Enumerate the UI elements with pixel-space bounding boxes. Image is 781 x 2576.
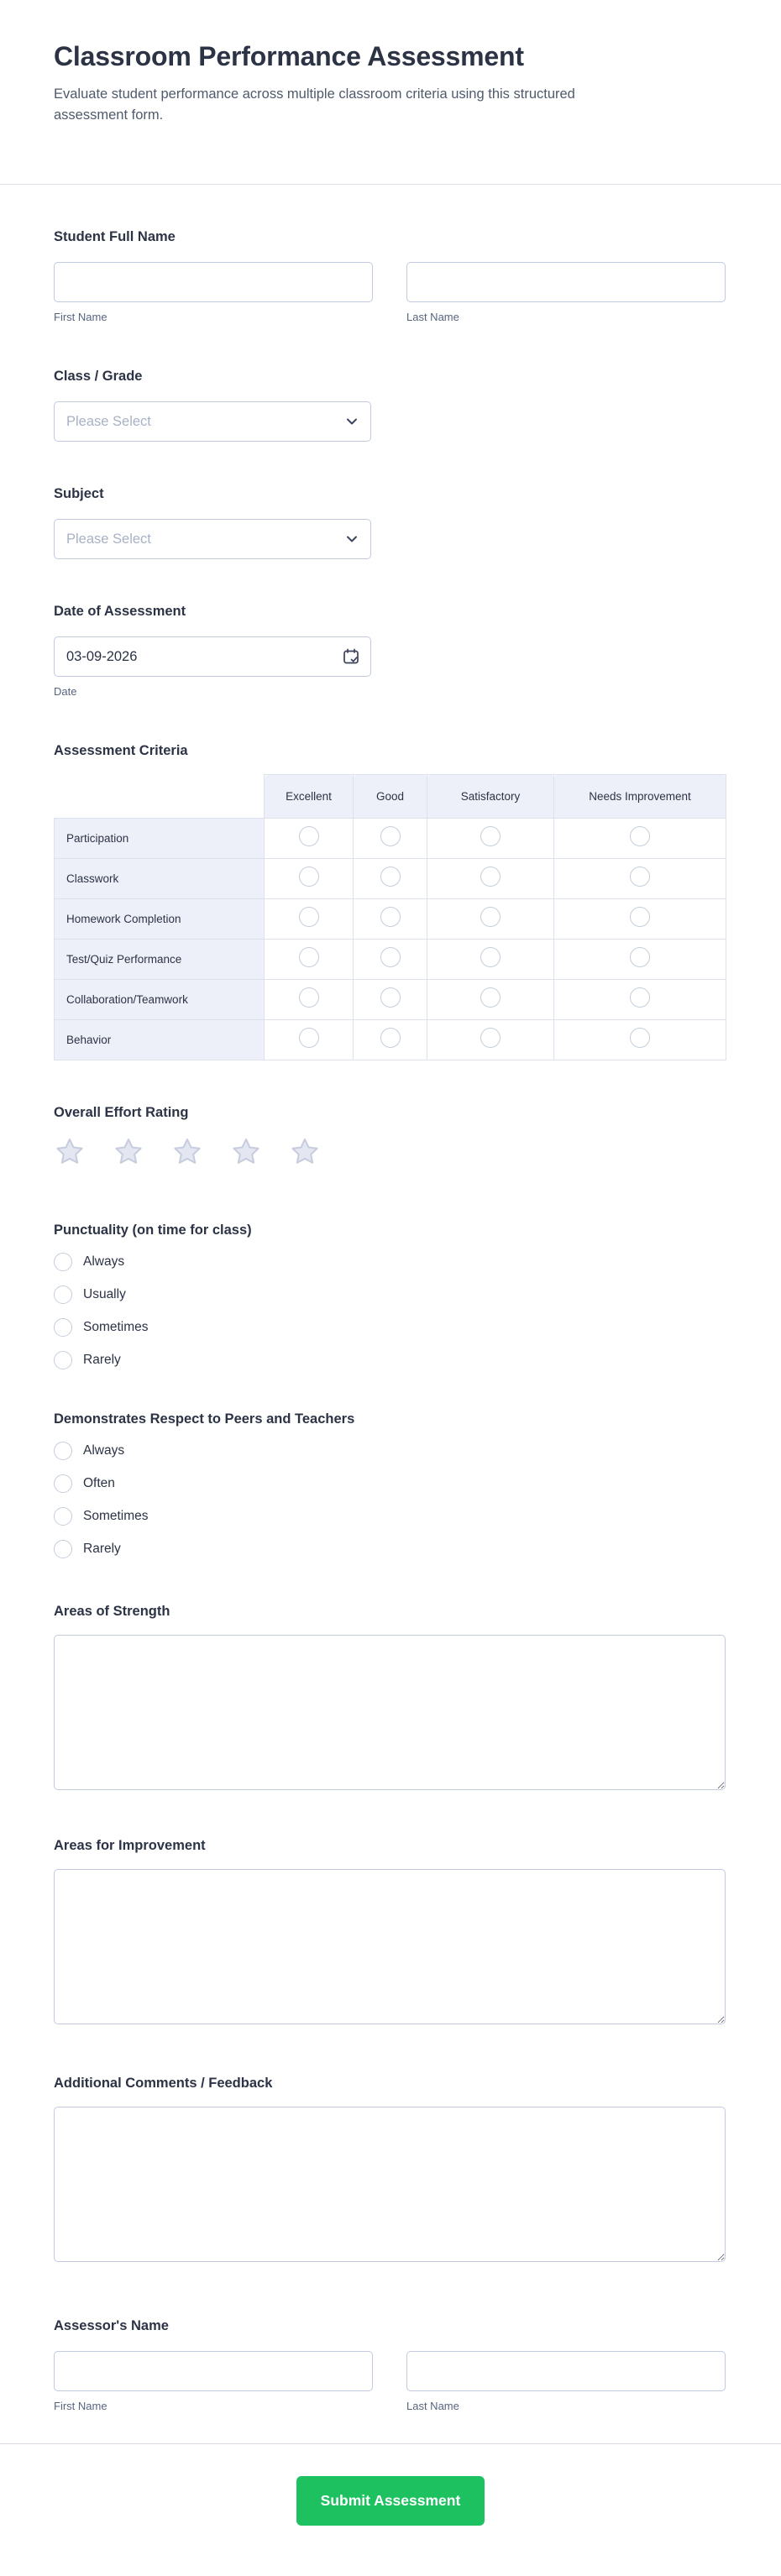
- matrix-row: [55, 1020, 726, 1060]
- star-icon[interactable]: [113, 1136, 144, 1168]
- matrix-column-header: Good: [354, 775, 427, 819]
- submit-button[interactable]: Submit Assessment: [296, 2476, 485, 2526]
- question-assessor-name: [54, 2317, 727, 2413]
- matrix-radio-button[interactable]: [380, 987, 401, 1008]
- matrix-cell: [354, 859, 427, 899]
- effort-rating-label: Overall Effort Rating: [54, 1105, 189, 1120]
- matrix-cell: [265, 980, 354, 1020]
- radio-option-label: Always: [83, 1254, 125, 1269]
- matrix-radio-button[interactable]: [480, 987, 501, 1008]
- chevron-down-icon: [345, 532, 359, 546]
- student-name-fields: [54, 262, 727, 324]
- matrix-row: [55, 980, 726, 1020]
- matrix-radio-button[interactable]: [299, 987, 319, 1008]
- star-icon[interactable]: [171, 1136, 203, 1168]
- matrix-radio-button[interactable]: [299, 1028, 319, 1048]
- student-first-name-input[interactable]: [54, 262, 373, 302]
- radio-button[interactable]: [54, 1540, 72, 1558]
- radio-button[interactable]: [54, 1253, 72, 1271]
- punctuality-label: Punctuality (on time for class): [54, 1223, 252, 1238]
- matrix-radio-button[interactable]: [630, 1028, 650, 1048]
- question-assessment-date: [54, 603, 727, 699]
- matrix-row-label: Participation: [55, 819, 265, 859]
- assessor-first-name-sublabel: First Name: [54, 2400, 107, 2412]
- class-grade-select[interactable]: [54, 401, 371, 442]
- matrix-radio-button[interactable]: [630, 907, 650, 927]
- matrix-column-header: Excellent: [265, 775, 354, 819]
- matrix-cell: [554, 899, 726, 940]
- matrix-cell: [427, 1020, 554, 1060]
- matrix-cell: [427, 940, 554, 980]
- assessor-last-name-sublabel: Last Name: [406, 2400, 459, 2412]
- question-areas-of-strength: [54, 1603, 727, 1790]
- punctuality-options: [54, 1252, 727, 1370]
- radio-option[interactable]: [54, 1539, 727, 1559]
- matrix-radio-button[interactable]: [480, 907, 501, 927]
- assessor-first-name-input[interactable]: [54, 2351, 373, 2391]
- radio-option[interactable]: [54, 1317, 727, 1338]
- radio-button[interactable]: [54, 1442, 72, 1460]
- assessment-date-sublabel: Date: [54, 685, 77, 698]
- radio-option[interactable]: [54, 1474, 727, 1494]
- radio-option[interactable]: [54, 1441, 727, 1461]
- matrix-radio-button[interactable]: [380, 907, 401, 927]
- question-class-grade: [54, 368, 727, 442]
- matrix-header-row: [55, 775, 726, 819]
- calendar-icon[interactable]: [341, 647, 361, 667]
- matrix-radio-button[interactable]: [380, 1028, 401, 1048]
- matrix-cell: [427, 859, 554, 899]
- form-subtitle: Evaluate student performance across multiple classroom criteria using this structured assessment form.: [54, 86, 575, 123]
- matrix-cell: [427, 980, 554, 1020]
- radio-option[interactable]: [54, 1252, 727, 1272]
- matrix-radio-button[interactable]: [380, 867, 401, 887]
- matrix-radio-button[interactable]: [480, 826, 501, 846]
- matrix-cell: [554, 940, 726, 980]
- criteria-matrix-label: Assessment Criteria: [54, 743, 188, 758]
- form-title: Classroom Performance Assessment: [54, 41, 524, 71]
- matrix-row-label: Classwork: [55, 859, 265, 899]
- matrix-cell: [354, 1020, 427, 1060]
- matrix-radio-button[interactable]: [380, 826, 401, 846]
- matrix-cell: [554, 819, 726, 859]
- radio-button[interactable]: [54, 1474, 72, 1493]
- radio-option-label: Often: [83, 1476, 115, 1490]
- form-body: [0, 228, 781, 2413]
- radio-option[interactable]: [54, 1285, 727, 1305]
- matrix-cell: [354, 980, 427, 1020]
- matrix-radio-button[interactable]: [480, 947, 501, 967]
- assessment-date-field: [54, 636, 371, 677]
- matrix-radio-button[interactable]: [480, 867, 501, 887]
- question-student-name: [54, 228, 727, 324]
- areas-for-improvement-label: Areas for Improvement: [54, 1838, 206, 1853]
- question-subject: [54, 485, 727, 559]
- radio-option-label: Rarely: [83, 1353, 121, 1367]
- question-criteria-matrix: [54, 742, 727, 1060]
- areas-of-strength-label: Areas of Strength: [54, 1604, 170, 1619]
- radio-button[interactable]: [54, 1351, 72, 1369]
- matrix-row-label: Collaboration/Teamwork: [55, 980, 265, 1020]
- matrix-radio-button[interactable]: [630, 867, 650, 887]
- form-header: [0, 0, 781, 185]
- question-areas-for-improvement: [54, 1837, 727, 2024]
- star-icon[interactable]: [230, 1136, 262, 1168]
- chevron-down-icon: [345, 415, 359, 428]
- matrix-cell: [265, 859, 354, 899]
- submit-area: [0, 2444, 781, 2568]
- matrix-corner-cell: [55, 775, 265, 819]
- matrix-column-header: Needs Improvement: [554, 775, 726, 819]
- matrix-cell: [427, 899, 554, 940]
- matrix-radio-button[interactable]: [299, 867, 319, 887]
- matrix-cell: [354, 899, 427, 940]
- matrix-radio-button[interactable]: [299, 826, 319, 846]
- respect-label: Demonstrates Respect to Peers and Teachers: [54, 1411, 355, 1427]
- matrix-row-label: Test/Quiz Performance: [55, 940, 265, 980]
- star-icon[interactable]: [289, 1136, 321, 1168]
- radio-button[interactable]: [54, 1507, 72, 1526]
- subject-label: Subject: [54, 486, 104, 501]
- question-additional-comments: [54, 2075, 727, 2262]
- assessor-last-name-input[interactable]: [406, 2351, 726, 2391]
- student-last-name-sublabel: Last Name: [406, 311, 459, 323]
- matrix-radio-button[interactable]: [630, 947, 650, 967]
- matrix-cell: [265, 940, 354, 980]
- matrix-column-header: Satisfactory: [427, 775, 554, 819]
- star-rating: [54, 1136, 727, 1168]
- assessment-date-input[interactable]: [54, 636, 371, 677]
- areas-of-strength-textarea[interactable]: [54, 1635, 726, 1790]
- radio-option[interactable]: [54, 1506, 727, 1526]
- student-first-name-sublabel: First Name: [54, 311, 107, 323]
- matrix-radio-button[interactable]: [630, 826, 650, 846]
- radio-button[interactable]: [54, 1285, 72, 1304]
- radio-option-label: Sometimes: [83, 1320, 149, 1334]
- matrix-row: [55, 859, 726, 899]
- radio-option-label: Rarely: [83, 1542, 121, 1556]
- matrix-cell: [554, 980, 726, 1020]
- matrix-cell: [265, 1020, 354, 1060]
- matrix-body: [55, 819, 726, 1060]
- matrix-cell: [427, 819, 554, 859]
- radio-option-label: Usually: [83, 1287, 126, 1301]
- assessor-name-label: Assessor's Name: [54, 2318, 169, 2333]
- matrix-cell: [554, 1020, 726, 1060]
- matrix-row: [55, 940, 726, 980]
- question-respect: [54, 1411, 727, 1559]
- star-icon[interactable]: [54, 1136, 86, 1168]
- assessment-date-label: Date of Assessment: [54, 604, 186, 619]
- matrix-cell: [265, 899, 354, 940]
- assessor-name-fields: [54, 2351, 727, 2413]
- additional-comments-label: Additional Comments / Feedback: [54, 2076, 273, 2091]
- radio-option-label: Sometimes: [83, 1509, 149, 1523]
- question-effort-rating: [54, 1104, 727, 1168]
- matrix-radio-button[interactable]: [380, 947, 401, 967]
- class-grade-placeholder: Please Select: [66, 413, 151, 429]
- matrix-cell: [265, 819, 354, 859]
- radio-button[interactable]: [54, 1318, 72, 1337]
- matrix-row: [55, 819, 726, 859]
- matrix-cell: [354, 819, 427, 859]
- areas-for-improvement-textarea[interactable]: [54, 1869, 726, 2024]
- question-punctuality: [54, 1222, 727, 1370]
- radio-option[interactable]: [54, 1350, 727, 1370]
- matrix-radio-button[interactable]: [299, 907, 319, 927]
- matrix-row-label: Behavior: [55, 1020, 265, 1060]
- respect-options: [54, 1441, 727, 1559]
- matrix-row-label: Homework Completion: [55, 899, 265, 940]
- student-name-label: Student Full Name: [54, 229, 176, 244]
- additional-comments-textarea[interactable]: [54, 2107, 726, 2262]
- matrix-radio-button[interactable]: [630, 987, 650, 1008]
- matrix-radio-button[interactable]: [299, 947, 319, 967]
- subject-select[interactable]: [54, 519, 371, 559]
- student-last-name-input[interactable]: [406, 262, 726, 302]
- matrix-radio-button[interactable]: [480, 1028, 501, 1048]
- class-grade-label: Class / Grade: [54, 369, 143, 384]
- radio-option-label: Always: [83, 1443, 125, 1458]
- matrix-cell: [554, 859, 726, 899]
- subject-placeholder: Please Select: [66, 531, 151, 547]
- matrix-row: [55, 899, 726, 940]
- matrix-cell: [354, 940, 427, 980]
- criteria-matrix-table: [54, 774, 726, 1060]
